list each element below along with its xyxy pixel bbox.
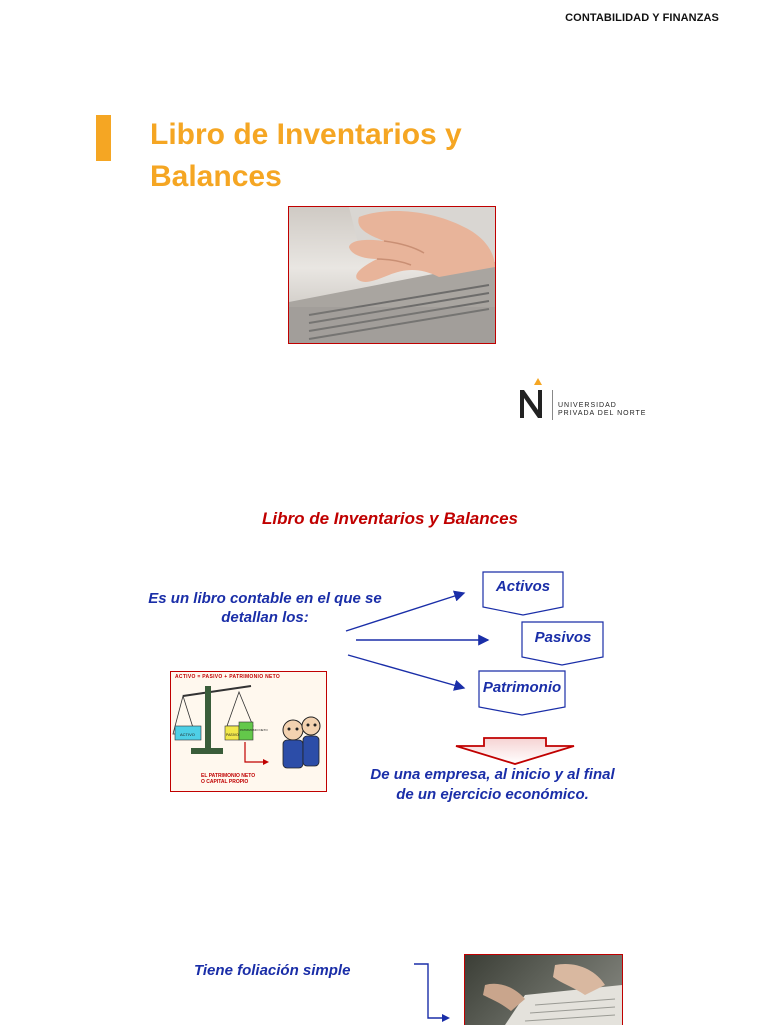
bracket-shape [412,962,452,1024]
bottom-line-2: de un ejercicio económico. [396,786,589,803]
header-label: CONTABILIDAD Y FINANZAS [565,12,719,24]
intro-line-1: Es un libro contable en el que se [148,590,382,607]
document-signing-photo [464,954,623,1025]
logo-line-1: UNIVERSIDAD [558,402,617,409]
page-title [150,114,570,198]
down-arrow-icon [454,736,576,766]
scale-note [201,773,255,785]
intro-line-2: detallan los: [221,609,309,626]
scale-left-pan-label: ACTIVO [180,732,195,737]
title-accent-bar [96,115,111,161]
hands-with-documents-illustration [465,955,622,1025]
scale-right-pan-label-1: PASIVO [226,733,239,737]
n-logo-icon [516,376,552,420]
logo-text [558,402,646,418]
item-pasivos: Pasivos [534,629,592,646]
arrow-to-activos [346,593,464,631]
item-activos: Activos [495,578,551,595]
bottom-text [350,765,635,805]
logo-line-2: PRIVADA DEL NORTE [558,410,647,417]
section-title: Libro de Inventarios y Balances [261,509,519,528]
title-line-1: Libro de Inventarios y [150,118,462,151]
title-line-2: Balances [150,160,282,193]
scale-note-line-1: EL PATRIMONIO NETO [201,773,256,779]
arrow-to-patrimonio [348,655,464,688]
bottom-line-1: De una empresa, al inicio y al final [370,766,615,783]
scale-equation: ACTIVO = PASIVO + PATRIMONIO NETO [175,674,281,680]
scale-note-line-2: O CAPITAL PROPIO [201,779,249,785]
logo-divider [552,390,553,420]
university-logo [516,376,666,420]
balance-scale-image [170,671,327,792]
arrows-diagram [340,585,500,695]
foliacion-text: Tiene foliación simple [194,962,351,979]
laptop-photo [288,206,496,344]
item-patrimonio: Patrimonio [482,679,562,696]
typing-hands-illustration [289,207,495,343]
scale-right-pan-label-2: PATRIMONIO NETO [240,728,268,732]
